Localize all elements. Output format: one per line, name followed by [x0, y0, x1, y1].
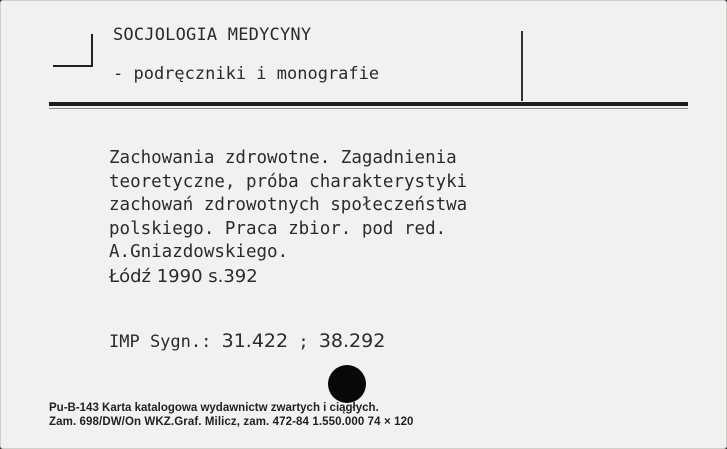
entry-line: polskiego. Praca zbior. pod red.	[109, 218, 447, 239]
call-number-value-2: 38.292	[318, 330, 386, 352]
call-number-label: IMP Sygn.:	[109, 332, 212, 352]
corner-mark-horizontal	[53, 65, 93, 67]
entry-text	[109, 147, 467, 288]
entry-line: Zachowania zdrowotne. Zagadnienia	[109, 148, 457, 168]
call-number-separator: ;	[298, 332, 309, 352]
heading-rule	[49, 102, 688, 106]
entry-line: A.Gniazdowskiego.	[109, 242, 289, 262]
entry-line-imprint: Łódź 1990 s.392	[109, 265, 258, 287]
header-divider-line	[521, 31, 523, 101]
entry-line: zachowań zdrowotnych społeczeństwa	[109, 195, 468, 215]
call-number	[109, 330, 385, 352]
footer-line-1: Pu-B-143 Karta katalogowa wydawnictw zwartych i ciągłych.	[49, 402, 379, 414]
heading-rule-thin	[49, 108, 688, 109]
entry-line: teoretyczne, próba charakterystyki	[109, 171, 468, 192]
heading-subtitle: - podręczniki i monografie	[113, 64, 380, 84]
punch-hole	[328, 365, 366, 403]
call-number-value-1: 31.422	[221, 330, 289, 352]
heading-title: SOCJOLOGIA MEDYCYNY	[113, 25, 312, 45]
footer-line-2: Zam. 698/DW/On WKZ.Graf. Milicz, zam. 472-84 1.550.000 74 × 120	[49, 416, 414, 428]
corner-mark-vertical	[91, 34, 93, 67]
